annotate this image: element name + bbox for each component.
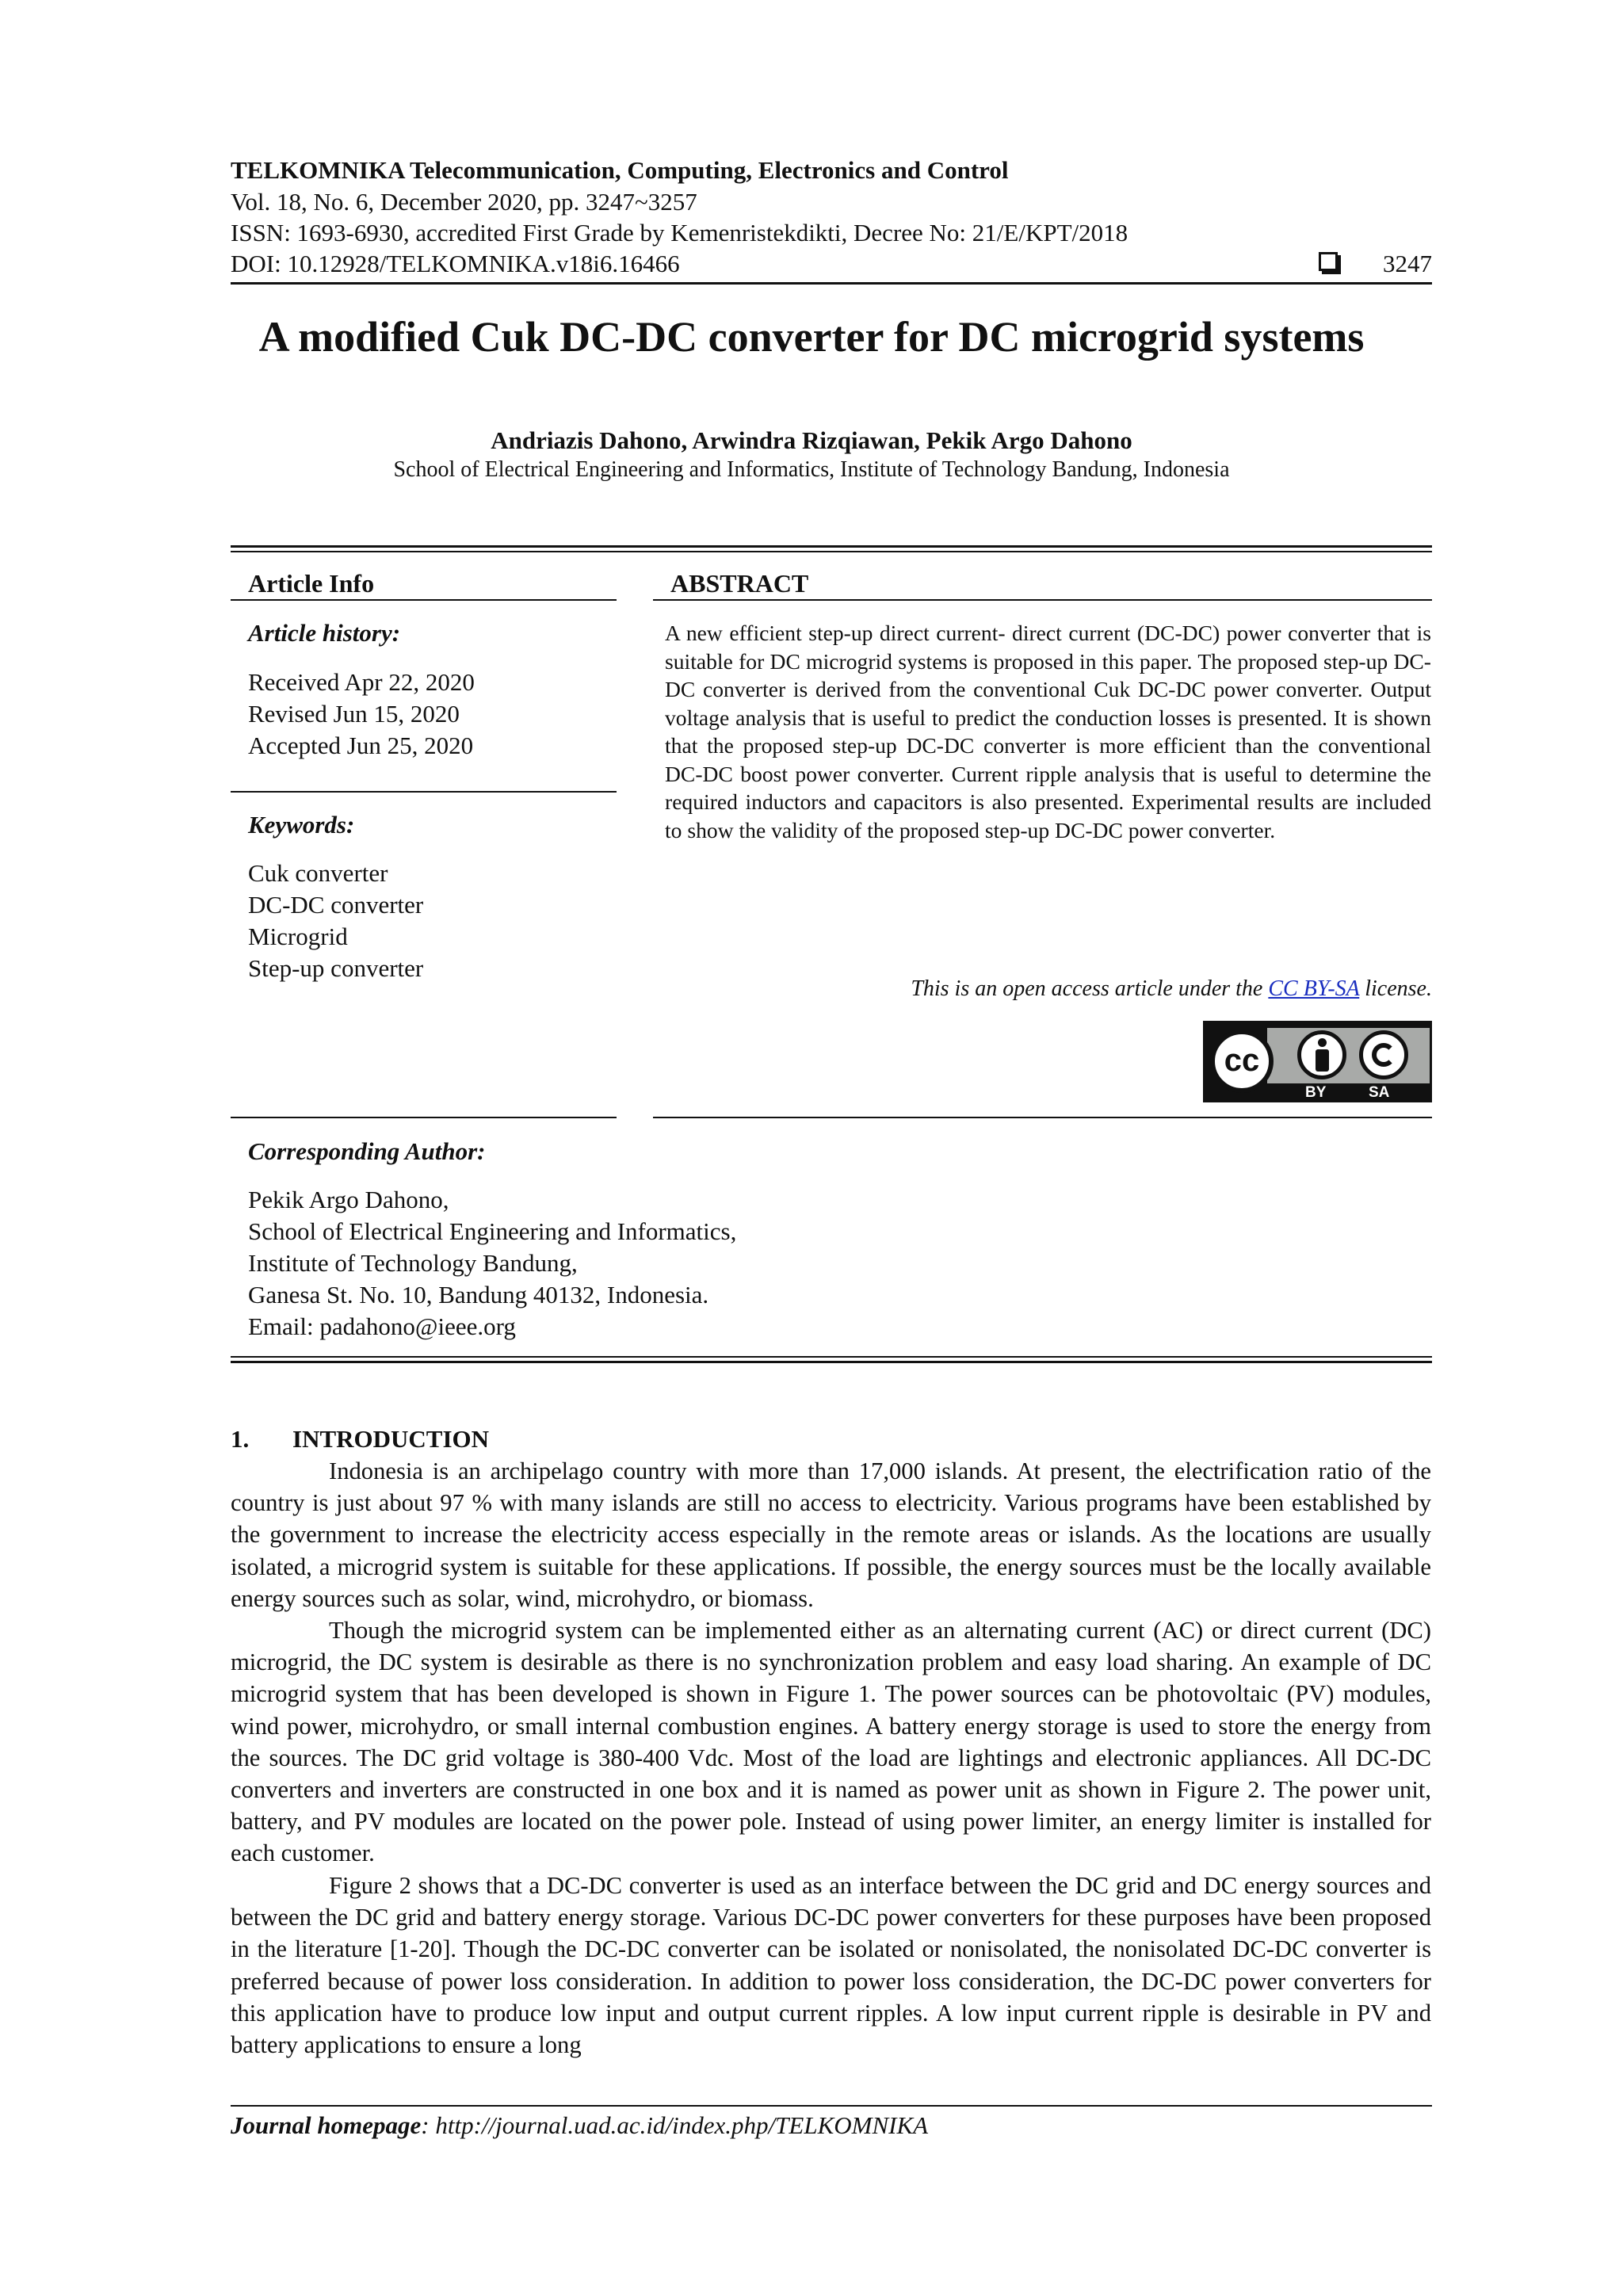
article-history-heading: Article history: <box>248 619 401 647</box>
abstract-text: A new efficient step-up direct current- direct current (DC-DC) power converter that is suitable for DC microgrid systems is proposed in this paper. The proposed step-up DC-DC converter is derived from the conventional Cuk DC-DC power converter. Output voltage analysis that is useful to predict the conduction losses is presented. It is shown that the proposed step-up DC-DC converter is more efficient than the conventional DC-DC boost power converter. Current ripple analysis that is useful to determine the required inductors and capacitors is also presented. Experimental results are included to show the validity of the proposed step-up DC-DC power converter. <box>665 621 1431 842</box>
corresponding-line: Ganesa St. No. 10, Bandung 40132, Indonesia. <box>248 1281 709 1308</box>
journal-name: TELKOMNIKA Telecommunication, Computing, Electronics and Control <box>231 156 1009 184</box>
attribution-icon <box>1297 1030 1346 1079</box>
badge-sa-label: SA <box>1369 1084 1390 1101</box>
square-bullet-icon <box>1319 252 1338 271</box>
paper-title: A modified Cuk DC-DC converter for DC microgrid systems <box>258 313 1365 361</box>
license-suffix: license. <box>1359 976 1432 1001</box>
license-prefix: This is an open access article under the <box>911 976 1269 1001</box>
info-bottom-rule-2 <box>231 1361 1432 1363</box>
cc-by-sa-badge[interactable] <box>1203 1021 1432 1102</box>
accepted-date: Accepted Jun 25, 2020 <box>248 732 474 759</box>
history-rule <box>231 791 617 793</box>
intro-paragraph-3: Figure 2 shows that a DC-DC converter is used as an interface between the DC grid and DC energy sources and between the DC grid and battery energy storage. Various DC-DC power converters for these purposes have been proposed in the literature [1-20]. Though the DC-DC converter can be isolated or nonisolated, the nonisolated DC-DC converter is preferred because of power loss consideration. In addition to power loss consideration, the DC-DC power converters for this application have to produce low input and output current ripples. A low input current ripple is desirable in PV and battery applications to ensure a long <box>231 1872 1431 2059</box>
badge-by-label: BY <box>1305 1084 1327 1101</box>
journal-homepage <box>231 2111 928 2140</box>
share-alike-icon <box>1359 1030 1408 1079</box>
keyword-item: Cuk converter <box>248 859 388 887</box>
keywords-rule <box>231 1117 617 1118</box>
corresponding-heading: Corresponding Author: <box>248 1137 486 1165</box>
article-info-rule <box>231 599 617 601</box>
corresponding-line: Pekik Argo Dahono, <box>248 1186 449 1213</box>
info-top-rule <box>231 545 1432 548</box>
volume-info: Vol. 18, No. 6, December 2020, pp. 3247~3257 <box>231 188 697 216</box>
received-date: Received Apr 22, 2020 <box>248 668 475 696</box>
abstract-heading: ABSTRACT <box>670 569 809 598</box>
section-heading: INTRODUCTION <box>292 1425 490 1453</box>
info-top-rule-2 <box>231 551 1432 552</box>
abstract-bottom-rule <box>653 1117 1432 1118</box>
keyword-item: DC-DC converter <box>248 891 424 919</box>
page-number: 3247 <box>1383 250 1432 277</box>
license-link[interactable]: CC BY-SA <box>1268 976 1360 1001</box>
corresponding-email: Email: padahono@ieee.org <box>248 1312 516 1340</box>
issn-info: ISSN: 1693-6930, accredited First Grade by Kemenristekdikti, Decree No: 21/E/KPT/2018 <box>231 219 1128 246</box>
footer-rule <box>231 2105 1432 2107</box>
affiliation: School of Electrical Engineering and Informatics, Institute of Technology Bandung, Indonesia <box>393 457 1230 482</box>
intro-paragraph-1: Indonesia is an archipelago country with more than 17,000 islands. At present, the electrification ratio of the country is just about 97 % with many islands are still no access to electricity. Various programs have been established by the government to increase the electricity access especially in the remote areas or islands. As the locations are usually isolated, a microgrid system is suitable for these applications. If possible, the energy sources must be the locally available energy sources such as solar, wind, microhydro, or biomass. <box>231 1457 1431 1612</box>
article-info-heading: Article Info <box>248 569 375 598</box>
footer-url[interactable]: : http://journal.uad.ac.id/index.php/TELKOMNIKA <box>421 2111 929 2139</box>
corresponding-line: School of Electrical Engineering and Informatics, <box>248 1217 737 1245</box>
doi-info: DOI: 10.12928/TELKOMNIKA.v18i6.16466 <box>231 250 680 277</box>
header-rule <box>231 282 1432 285</box>
keyword-item: Microgrid <box>248 923 348 950</box>
keywords-heading: Keywords: <box>248 811 355 839</box>
corresponding-line: Institute of Technology Bandung, <box>248 1249 578 1277</box>
license-statement <box>911 976 1432 1002</box>
footer-label: Journal homepage <box>231 2111 422 2139</box>
cc-icon: cc <box>1210 1030 1274 1093</box>
section-number: 1. <box>231 1425 250 1453</box>
intro-paragraph-2: Though the microgrid system can be implemented either as an alternating current (AC) or direct current (DC) microgrid, the DC system is desirable as there is no synchronization problem and easy load sharing. An example of DC microgrid system that has been developed is shown in Figure 1. The power sources can be photovoltaic (PV) modules, wind power, microhydro, or small internal combustion engines. A battery energy storage is used to store the energy from the sources. The DC grid voltage is 380-400 Vdc. Most of the load are lightings and electronic appliances. All DC-DC converters and inverters are constructed in one box and it is named as power unit as shown in Figure 2. The power unit, battery, and PV modules are located on the power pole. Instead of using power limiter, an energy limiter is installed for each customer. <box>231 1617 1431 1867</box>
keyword-item: Step-up converter <box>248 954 424 982</box>
info-bottom-rule <box>231 1356 1432 1358</box>
revised-date: Revised Jun 15, 2020 <box>248 700 460 728</box>
authors: Andriazis Dahono, Arwindra Rizqiawan, Pekik Argo Dahono <box>491 426 1132 454</box>
abstract-rule <box>653 599 1432 601</box>
